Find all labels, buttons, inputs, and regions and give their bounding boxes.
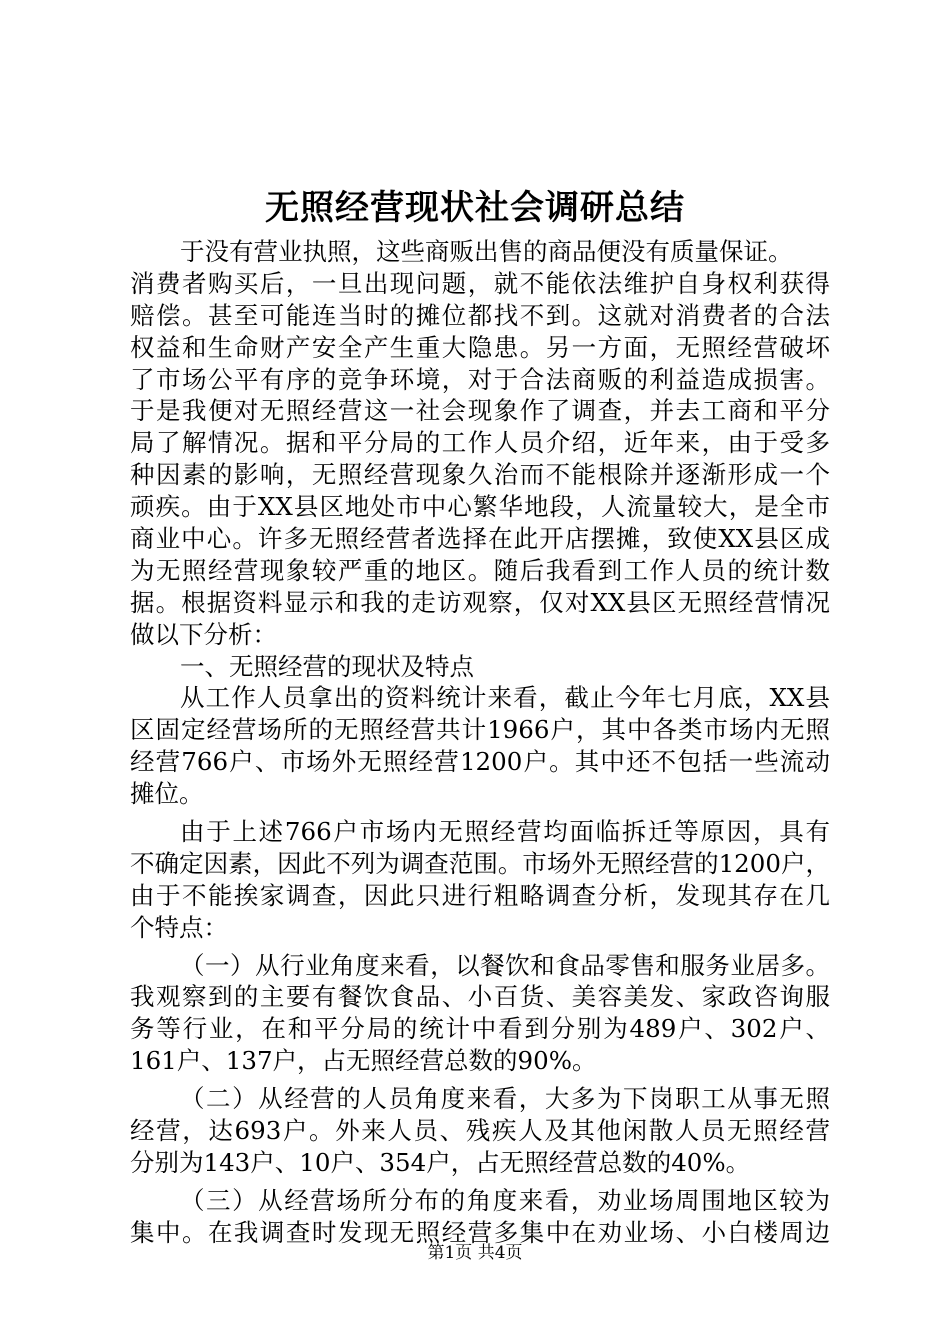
paragraph-line: 于没有营业执照，这些商贩出售的商品便没有质量保证。 bbox=[180, 237, 793, 266]
paragraph-line: 务等行业，在和平分局的统计中看到分别为489户、302户、 bbox=[130, 1014, 830, 1044]
paragraph-line: 个特点： bbox=[130, 912, 228, 942]
paragraph-line: 赔偿。甚至可能连当时的摊位都找不到。这就对消费者的合法 bbox=[130, 300, 830, 330]
document-body bbox=[130, 236, 830, 1249]
paragraph-line: （三）从经营场所分布的角度来看，劝业场周围地区较为 bbox=[180, 1185, 830, 1215]
paragraph-line: 摊位。 bbox=[130, 779, 204, 809]
paragraph-line: 权益和生命财产安全产生重大隐患。另一方面，无照经营破坏 bbox=[130, 332, 830, 362]
paragraph-line: 局了解情况。据和平分局的工作人员介绍，近年来，由于受多 bbox=[130, 428, 830, 458]
paragraph-line: 做以下分析： bbox=[130, 619, 277, 649]
paragraph-line: 经营，达693户。外来人员、残疾人及其他闲散人员无照经营 bbox=[130, 1116, 830, 1146]
paragraph-line: （二）从经营的人员角度来看，大多为下岗职工从事无照 bbox=[180, 1084, 830, 1114]
paragraph-line: 由于上述766户市场内无照经营均面临拆迁等原因，具有 bbox=[180, 817, 830, 847]
paragraph-line: 为无照经营现象较严重的地区。随后我看到工作人员的统计数 bbox=[130, 555, 830, 585]
paragraph-line: 商业中心。许多无照经营者选择在此开店摆摊，致使XX县区成 bbox=[130, 524, 830, 554]
paragraph-line: 从工作人员拿出的资料统计来看，截止今年七月底，XX县 bbox=[180, 683, 830, 713]
section-heading: 一、无照经营的现状及特点 bbox=[180, 651, 474, 681]
page-title: 无照经营现状社会调研总结 bbox=[265, 188, 685, 228]
paragraph-line: 不确定因素，因此不列为调查范围。市场外无照经营的1200户， bbox=[130, 848, 830, 878]
paragraph-line: 我观察到的主要有餐饮食品、小百货、美容美发、家政咨询服 bbox=[130, 982, 830, 1012]
paragraph-line: 区固定经营场所的无照经营共计1966户，其中各类市场内无照 bbox=[130, 715, 830, 745]
paragraph-line: 据。根据资料显示和我的走访观察，仅对XX县区无照经营情况 bbox=[130, 587, 830, 617]
paragraph-line: 161户、137户，占无照经营总数的90%。 bbox=[130, 1046, 597, 1076]
paragraph-line: 消费者购买后，一旦出现问题，就不能依法维护自身权利获得 bbox=[130, 268, 830, 298]
paragraph-line: 了市场公平有序的竞争环境，对于合法商贩的利益造成损害。 bbox=[130, 364, 830, 394]
paragraph-line: 经营766户、市场外无照经营1200户。其中还不包括一些流动 bbox=[130, 747, 830, 777]
page-footer: 第1页 共4页 bbox=[427, 1243, 523, 1263]
paragraph-line: （一）从行业角度来看，以餐饮和食品零售和服务业居多。 bbox=[180, 950, 830, 980]
paragraph-line: 分别为143户、10户、354户，占无照经营总数的40%。 bbox=[130, 1147, 751, 1177]
paragraph-line: 由于不能挨家调查，因此只进行粗略调查分析，发现其存在几 bbox=[130, 880, 830, 910]
paragraph-line: 于是我便对无照经营这一社会现象作了调查，并去工商和平分 bbox=[130, 396, 830, 426]
paragraph-line: 顽疾。由于XX县区地处市中心繁华地段，人流量较大，是全市 bbox=[130, 492, 830, 522]
paragraph-line: 种因素的影响，无照经营现象久治而不能根除并逐渐形成一个 bbox=[130, 460, 830, 490]
paragraph-line: 集中。在我调查时发现无照经营多集中在劝业场、小白楼周边 bbox=[130, 1217, 830, 1247]
